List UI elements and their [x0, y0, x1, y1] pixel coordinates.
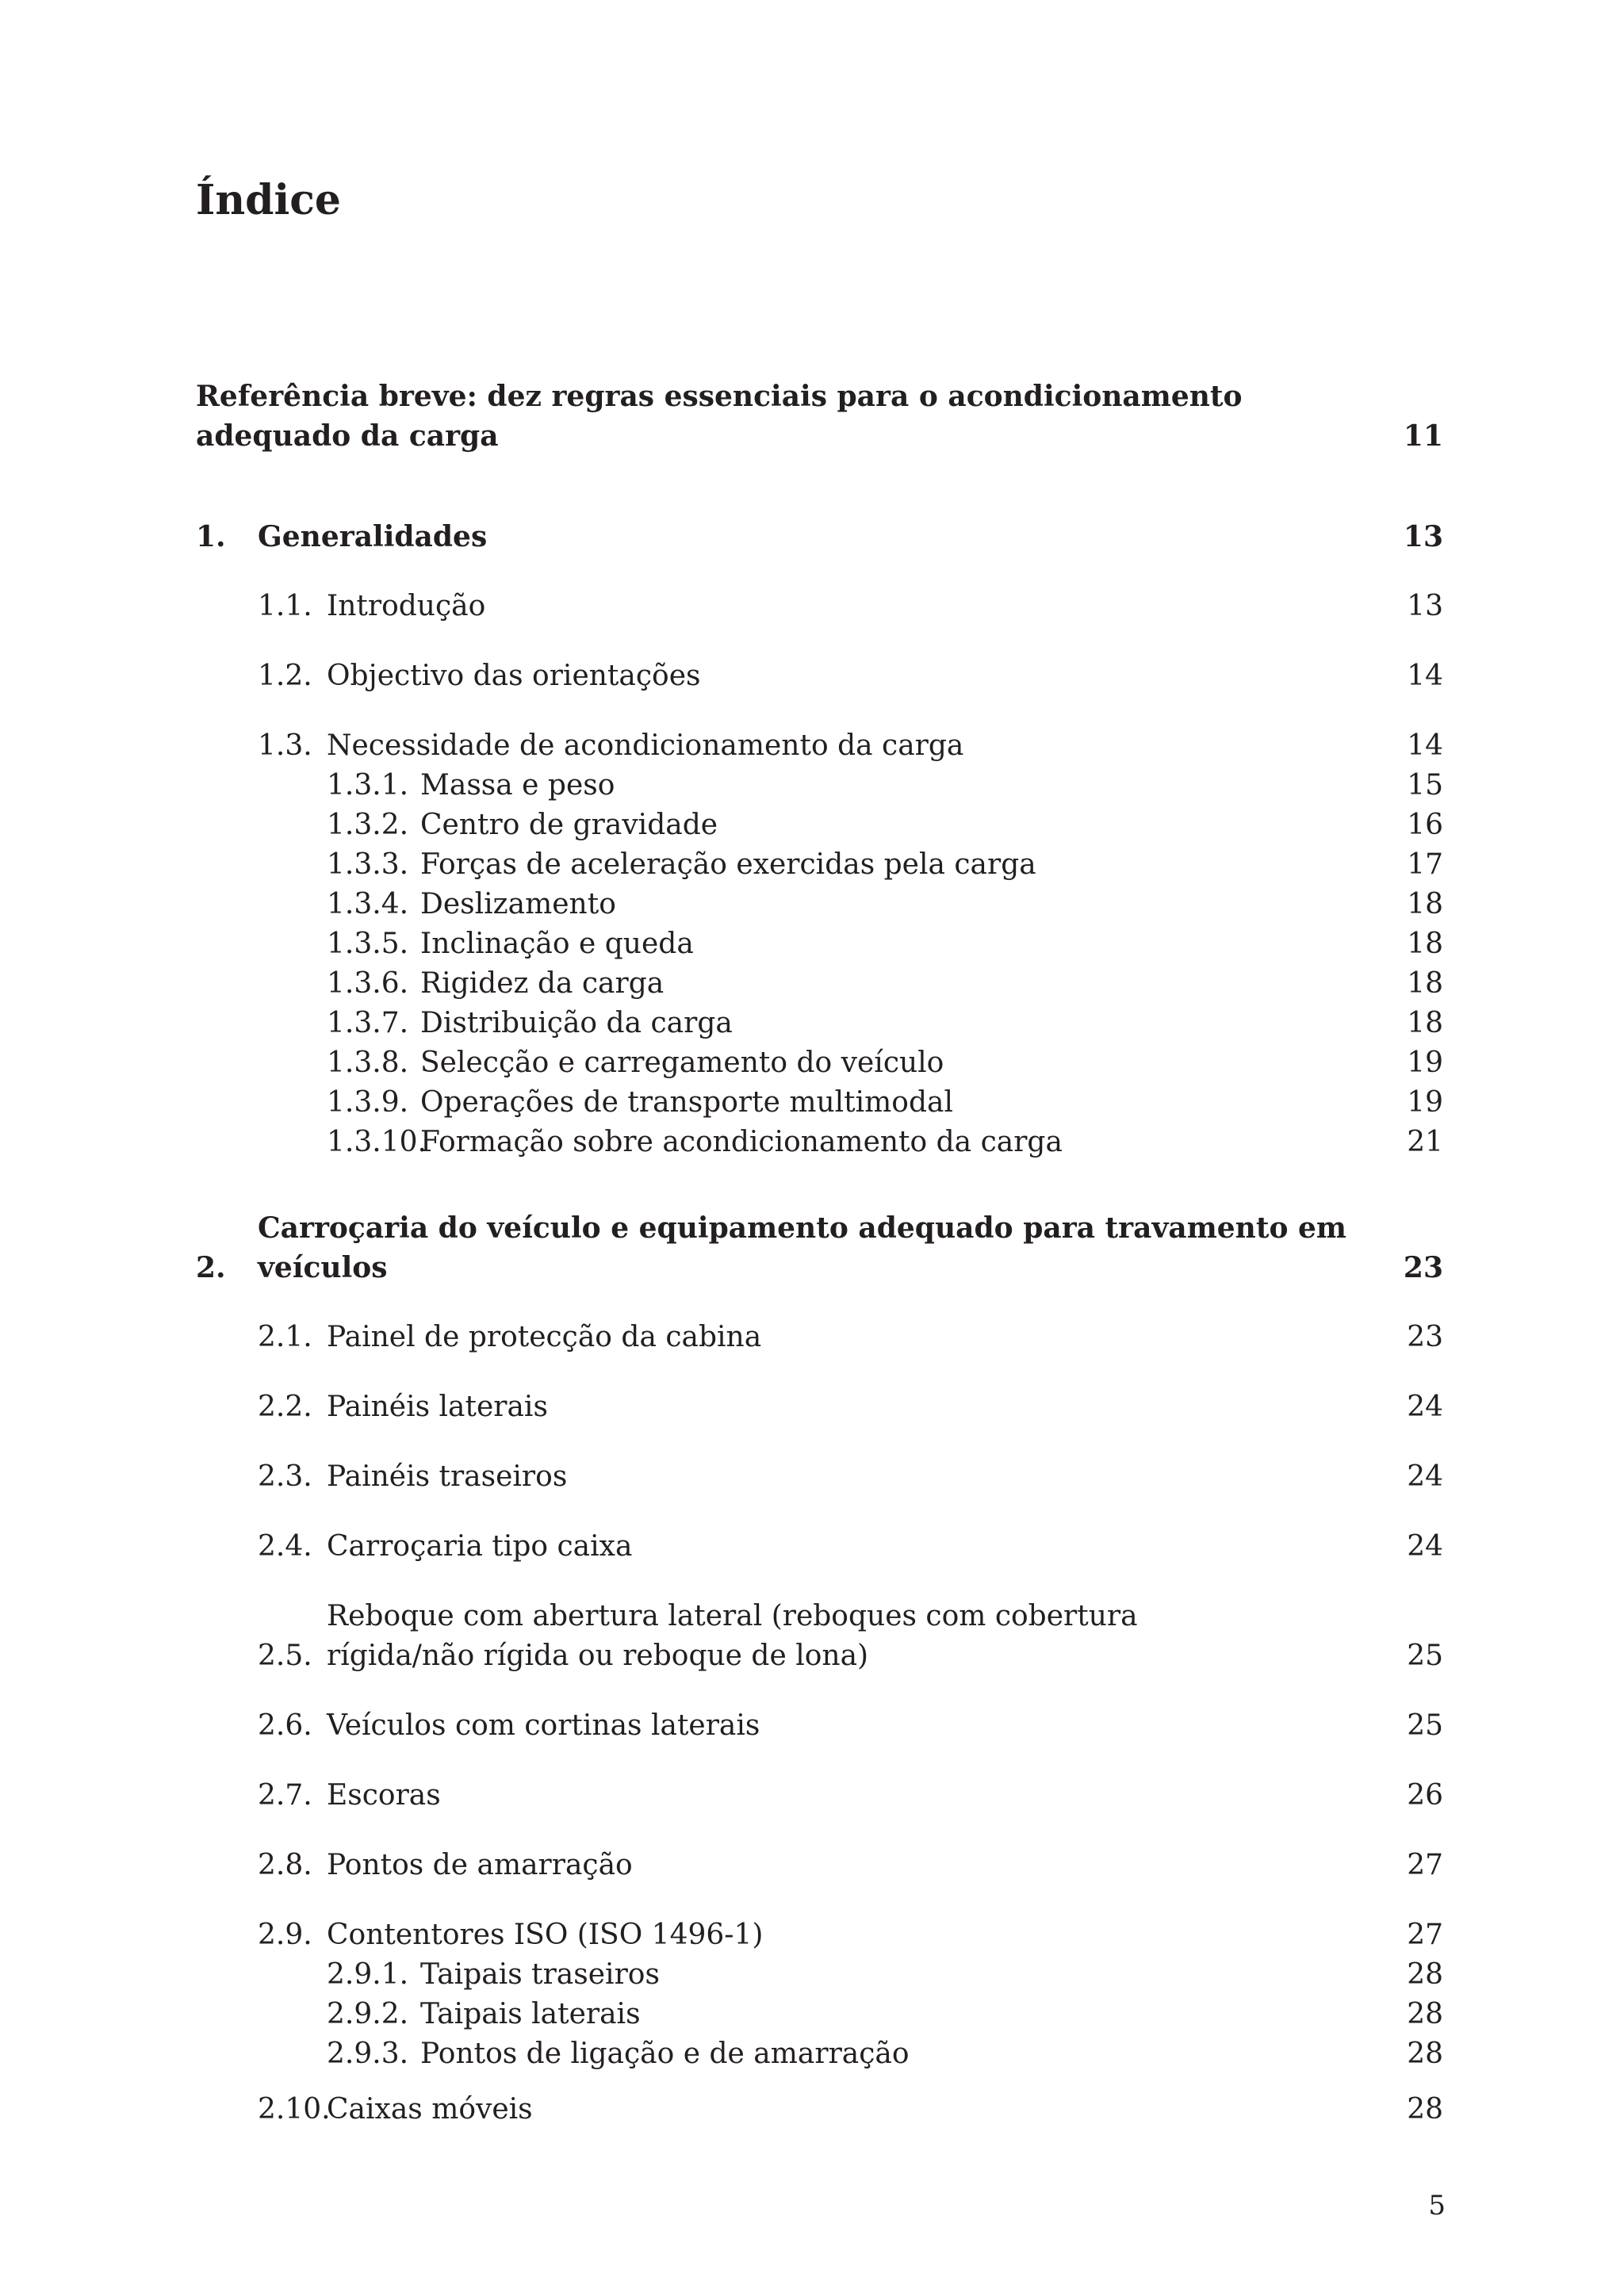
toc-entry-page: 28 [1407, 1998, 1443, 2030]
toc-entry-title: Veículos com cortinas laterais [327, 1709, 760, 1742]
toc-entry-page: 13 [1403, 520, 1443, 553]
toc-entry-page: 18 [1407, 1007, 1443, 1039]
toc-entry-title: Objectivo das orientações [327, 660, 701, 692]
toc-entry-title: Inclinação e queda [420, 928, 694, 960]
toc-entry-title: Pontos de ligação e de amarração [420, 2038, 910, 2070]
toc-entry-title: Generalidades [258, 520, 488, 553]
toc-entry-page: 19 [1407, 1047, 1443, 1079]
toc-entry-title: Painel de protecção da cabina [327, 1321, 762, 1353]
toc-entry-page: 11 [1403, 419, 1443, 453]
toc-entry-page: 28 [1407, 1958, 1443, 1991]
toc-entry-number: 2.3. [258, 1460, 312, 1493]
toc-entry-title: Formação sobre acondicionamento da carga [420, 1126, 1063, 1158]
toc-entry[interactable] [196, 1083, 1443, 1123]
toc-entry-page: 25 [1407, 1640, 1443, 1672]
toc-entry-page: 18 [1407, 967, 1443, 1000]
toc-entry-number: 1.3.4. [327, 888, 409, 920]
toc-entry-title: Caixas móveis [327, 2093, 533, 2126]
toc-entry-title: Pontos de amarração [327, 1849, 633, 1881]
toc-entry[interactable] [196, 587, 1443, 626]
toc-entry-number: 1. [196, 520, 226, 553]
toc-entry-number: 2.8. [258, 1849, 312, 1881]
toc-entry[interactable] [196, 377, 1443, 456]
toc-entry-number: 2.9. [258, 1919, 312, 1951]
toc-entry-number: 1.3.7. [327, 1007, 409, 1039]
toc-entry-title: Forças de aceleração exercidas pela carga [420, 848, 1036, 881]
toc-entry-page: 21 [1407, 1126, 1443, 1158]
toc-entry-title: Taipais traseiros [420, 1958, 660, 1991]
toc-entry-page: 24 [1407, 1460, 1443, 1493]
toc-entry[interactable] [196, 1004, 1443, 1043]
toc-entry-title: Carroçaria do veículo e equipamento adequado para travamento em veículos [258, 1211, 1347, 1284]
toc-entry[interactable] [196, 1597, 1443, 1676]
toc-entry-number: 1.1. [258, 590, 312, 622]
toc-entry-number: 1.3.9. [327, 1086, 409, 1119]
toc-entry-title: Painéis traseiros [327, 1460, 568, 1493]
toc-entry-page: 13 [1407, 590, 1443, 622]
toc-entry-page: 14 [1407, 660, 1443, 692]
toc-entry[interactable] [196, 2090, 1443, 2130]
toc-entry-title: Operações de transporte multimodal [420, 1086, 953, 1119]
toc-entry-page: 28 [1407, 2093, 1443, 2126]
toc-entry-number: 2.1. [258, 1321, 312, 1353]
toc-entry[interactable] [196, 885, 1443, 924]
toc-entry-title: Painéis laterais [327, 1391, 548, 1423]
toc-entry[interactable] [196, 1955, 1443, 1995]
toc-entry-page: 24 [1407, 1530, 1443, 1563]
toc-entry-number: 1.3. [258, 729, 312, 762]
toc-entry[interactable] [196, 1208, 1443, 1288]
toc-entry[interactable] [196, 1846, 1443, 1885]
toc-entry[interactable] [196, 845, 1443, 885]
toc-entry-number: 2.2. [258, 1391, 312, 1423]
toc-entry-page: 18 [1407, 928, 1443, 960]
toc-entry-page: 18 [1407, 888, 1443, 920]
toc-entry-page: 19 [1407, 1086, 1443, 1119]
toc-entry-number: 2.7. [258, 1779, 312, 1812]
toc-entry-number: 2.4. [258, 1530, 312, 1563]
toc-entry-number: 2.9.1. [327, 1958, 409, 1991]
toc-entry-page: 24 [1407, 1391, 1443, 1423]
toc-entry-number: 1.3.1. [327, 769, 409, 802]
toc-entry[interactable] [196, 806, 1443, 845]
toc-entry-number: 1.3.5. [327, 928, 409, 960]
toc-entry-number: 2. [196, 1251, 226, 1284]
toc-entry[interactable] [196, 766, 1443, 806]
toc-entry[interactable] [196, 964, 1443, 1004]
toc-entry-page: 28 [1407, 2038, 1443, 2070]
toc-entry[interactable] [196, 1706, 1443, 1746]
toc-entry-title: Carroçaria tipo caixa [327, 1530, 633, 1563]
toc-entry[interactable] [196, 726, 1443, 766]
toc-entry-page: 23 [1407, 1321, 1443, 1353]
toc-entry-title: Rigidez da carga [420, 967, 665, 1000]
toc-entry[interactable] [196, 1915, 1443, 1955]
toc-entry[interactable] [196, 1995, 1443, 2034]
toc-entry-title: Necessidade de acondicionamento da carga [327, 729, 964, 762]
toc-entry[interactable] [196, 1123, 1443, 1162]
toc-entry-number: 1.2. [258, 660, 312, 692]
toc-entry[interactable] [196, 1318, 1443, 1357]
toc-entry-number: 2.6. [258, 1709, 312, 1742]
toc-entry-title: Escoras [327, 1779, 441, 1812]
toc-entry[interactable] [196, 656, 1443, 696]
toc-entry-page: 16 [1407, 809, 1443, 841]
toc-entry-title: Taipais laterais [420, 1998, 641, 2030]
toc-entry-page: 23 [1403, 1251, 1443, 1284]
toc-entry-number: 2.10. [258, 2093, 331, 2126]
toc-entry-number: 2.5. [258, 1640, 312, 1672]
toc-entry-page: 27 [1407, 1849, 1443, 1881]
toc-entry-page: 17 [1407, 848, 1443, 881]
toc-entry[interactable] [196, 2034, 1443, 2074]
toc-entry-number: 1.3.2. [327, 809, 409, 841]
toc-entry-page: 26 [1407, 1779, 1443, 1812]
toc-entry[interactable] [196, 1457, 1443, 1497]
toc-entry-title: Deslizamento [420, 888, 616, 920]
toc-entry-title: Introdução [327, 590, 486, 622]
toc-entry-page: 27 [1407, 1919, 1443, 1951]
toc-entry-number: 2.9.3. [327, 2038, 409, 2070]
toc-entry-title: Referência breve: dez regras essenciais para o acondicionamento adequado da carga [196, 380, 1243, 453]
toc-entry-title: Reboque com abertura lateral (reboques com cobertura rígida/não rígida ou reboque de lona) [327, 1600, 1138, 1672]
toc-entry[interactable] [196, 924, 1443, 964]
toc-entry-page: 14 [1407, 729, 1443, 762]
toc-entry[interactable] [196, 1387, 1443, 1427]
toc-entry-page: 25 [1407, 1709, 1443, 1742]
toc-entry-number: 2.9.2. [327, 1998, 409, 2030]
table-of-contents [196, 377, 1443, 2130]
page-number: 5 [1428, 2190, 1446, 2221]
toc-entry-title: Contentores ISO (ISO 1496-1) [327, 1919, 764, 1951]
toc-entry-number: 1.3.6. [327, 967, 409, 1000]
toc-entry-number: 1.3.8. [327, 1047, 409, 1079]
toc-entry[interactable] [196, 1776, 1443, 1816]
toc-entry-page: 15 [1407, 769, 1443, 802]
toc-entry-number: 1.3.10. [327, 1126, 427, 1158]
page-title: Índice [196, 176, 341, 224]
toc-entry-title: Selecção e carregamento do veículo [420, 1047, 944, 1079]
toc-entry[interactable] [196, 1043, 1443, 1083]
toc-entry[interactable] [196, 517, 1443, 557]
toc-entry-number: 1.3.3. [327, 848, 409, 881]
toc-entry-title: Distribuição da carga [420, 1007, 733, 1039]
toc-entry[interactable] [196, 1527, 1443, 1567]
toc-entry-title: Centro de gravidade [420, 809, 718, 841]
toc-entry-title: Massa e peso [420, 769, 615, 802]
